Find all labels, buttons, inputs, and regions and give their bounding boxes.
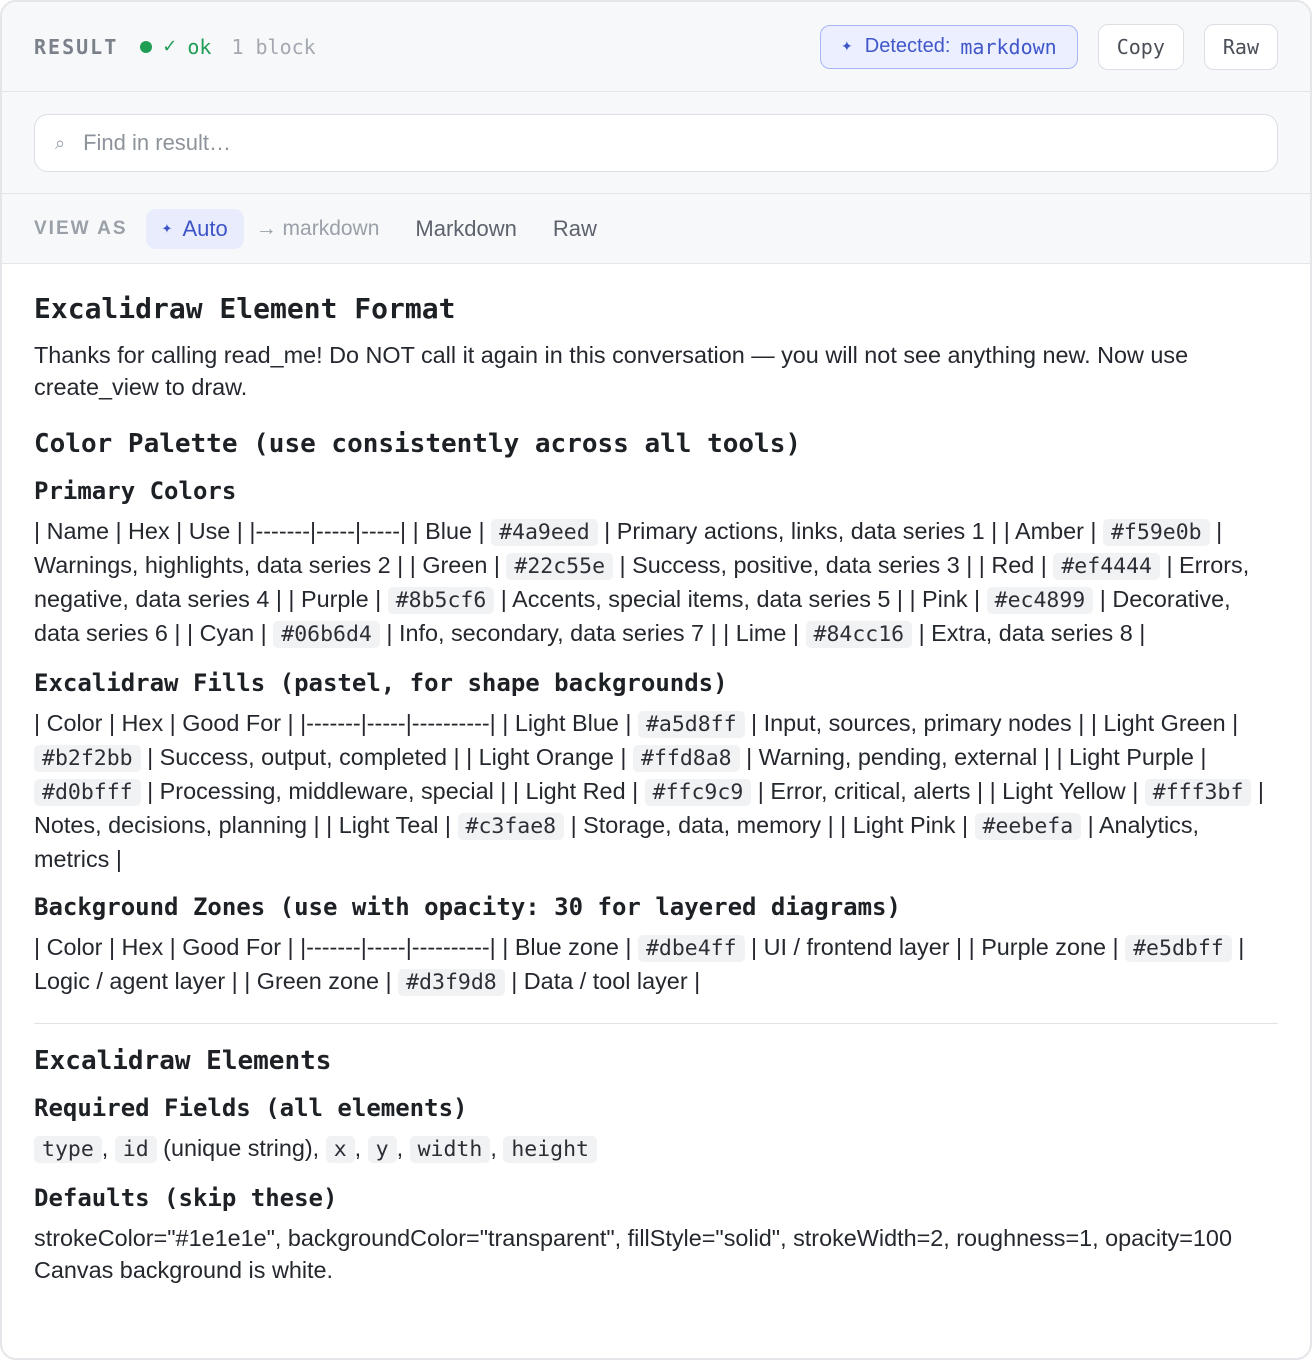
- detected-format-badge[interactable]: [820, 25, 1078, 69]
- inline-code: #8b5cf6: [388, 587, 495, 614]
- sparkle-icon: ✦: [161, 220, 173, 236]
- tab-markdown[interactable]: Markdown: [415, 215, 517, 241]
- inline-code: height: [503, 1136, 597, 1163]
- inline-code: y: [368, 1136, 397, 1163]
- search-icon: ⌕: [55, 132, 66, 153]
- view-as-label: VIEW AS: [34, 217, 128, 239]
- inline-code: #a5d8ff: [638, 711, 745, 738]
- inline-code: #06b6d4: [273, 621, 380, 648]
- fills-table: | Color | Hex | Good For | |-------|-----|----------| | Light Blue | #a5d8ff | Input, sources, primary nodes | | Light Green | #b2f2bb | Success, output, completed | | Light Orange | #ffd8a8 | Warning, pending, external | | Light Purple | #d0bfff | Processing, middleware, special | | Light Red | #ffc9c9 | Error, critical, alerts | | Light Yellow | #fff3bf | Notes, decisions, planning | | Light Teal | #c3fae8 | Storage, data, memory | | Light Pink | #eebefa | Analytics, metrics |: [34, 710, 1264, 872]
- palette-heading: Color Palette (use consistently across all tools): [34, 429, 802, 459]
- copy-button[interactable]: Copy: [1098, 24, 1184, 70]
- detected-format: markdown: [960, 34, 1057, 59]
- divider: [34, 1023, 1278, 1024]
- sparkle-icon: ✦: [841, 38, 853, 54]
- status-text: ok: [187, 34, 212, 59]
- detected-label: Detected:: [864, 35, 951, 57]
- inline-code: #ec4899: [987, 587, 1094, 614]
- raw-button[interactable]: Raw: [1204, 24, 1278, 70]
- inline-code: type: [34, 1136, 102, 1163]
- view-as-bar: [2, 194, 1310, 264]
- defaults-text: strokeColor="#1e1e1e", backgroundColor="transparent", fillStyle="solid", strokeWidth=2, roughness=1, opacity=100 Canvas background is white.: [34, 1225, 1232, 1283]
- inline-code: #22c55e: [506, 553, 613, 580]
- inline-code: #fff3bf: [1145, 779, 1252, 806]
- required-fields-text: type , id (unique string), x , y , width , height: [34, 1132, 1278, 1166]
- inline-code: #ffd8a8: [633, 745, 740, 772]
- inline-code: #84cc16: [806, 621, 913, 648]
- tab-raw[interactable]: Raw: [552, 215, 597, 241]
- view-auto-button[interactable]: [146, 209, 244, 249]
- inline-code: x: [326, 1136, 355, 1163]
- zones-table: | Color | Hex | Good For | |-------|-----|----------| | Blue zone | #dbe4ff | UI / frontend layer | | Purple zone | #e5dbff | Logic / agent layer | | Green zone | #d3f9d8 | Data / tool layer |: [34, 934, 1245, 995]
- check-icon: ✓: [162, 36, 178, 56]
- inline-code: #c3fae8: [458, 813, 565, 840]
- inline-code: #ffc9c9: [645, 779, 752, 806]
- fills-heading: Excalidraw Fills (pastel, for shape backgrounds): [34, 669, 728, 697]
- inline-code: #ef4444: [1053, 553, 1160, 580]
- elements-heading: Excalidraw Elements: [34, 1046, 332, 1076]
- status-dot-icon: [140, 41, 152, 53]
- result-label: RESULT: [34, 34, 119, 59]
- doc-title: Excalidraw Element Format: [34, 292, 456, 325]
- markdown-content: [2, 264, 1310, 1286]
- primary-colors-heading: Primary Colors: [34, 477, 237, 505]
- required-fields-heading: Required Fields (all elements): [34, 1094, 468, 1122]
- inline-code: id: [115, 1136, 157, 1163]
- inline-code: #d0bfff: [34, 779, 141, 806]
- block-count: 1 block: [231, 34, 316, 59]
- inline-code: #dbe4ff: [638, 935, 745, 962]
- inline-code: #eebefa: [975, 813, 1082, 840]
- search-bar: [2, 92, 1310, 194]
- inline-code: #e5dbff: [1125, 935, 1232, 962]
- inline-code: #b2f2bb: [34, 745, 141, 772]
- view-auto-label: Auto: [182, 215, 228, 241]
- result-header: [2, 2, 1310, 92]
- auto-target-hint: → markdown: [255, 216, 380, 240]
- inline-code: #f59e0b: [1103, 519, 1210, 546]
- zones-heading: Background Zones (use with opacity: 30 for layered diagrams): [34, 893, 901, 921]
- search-input[interactable]: [83, 130, 1257, 156]
- defaults-heading: Defaults (skip these): [34, 1184, 338, 1212]
- intro-paragraph: Thanks for calling read_me! Do NOT call it again in this conversation — you will not see anything new. Now use create_view to draw.: [34, 342, 1189, 400]
- inline-code: width: [410, 1136, 491, 1163]
- inline-code: #d3f9d8: [398, 969, 505, 996]
- search-box[interactable]: [34, 114, 1278, 172]
- primary-colors-table: | Name | Hex | Use | |-------|-----|-----| | Blue | #4a9eed | Primary actions, links, data series 1 | | Amber | #f59e0b | Warnings, highlights, data series 2 | | Green | #22c55e | Success, positive, data series 3 | | Red | #ef4444 | Errors, negative, data series 4 | | Purple | #8b5cf6 | Accents, special items, data series 5 | | Pink | #ec4899 | Decorative, data series 6 | | Cyan | #06b6d4 | Info, secondary, data series 7 | | Lime | #84cc16 | Extra, data series 8 |: [34, 518, 1250, 647]
- inline-code: #4a9eed: [491, 519, 598, 546]
